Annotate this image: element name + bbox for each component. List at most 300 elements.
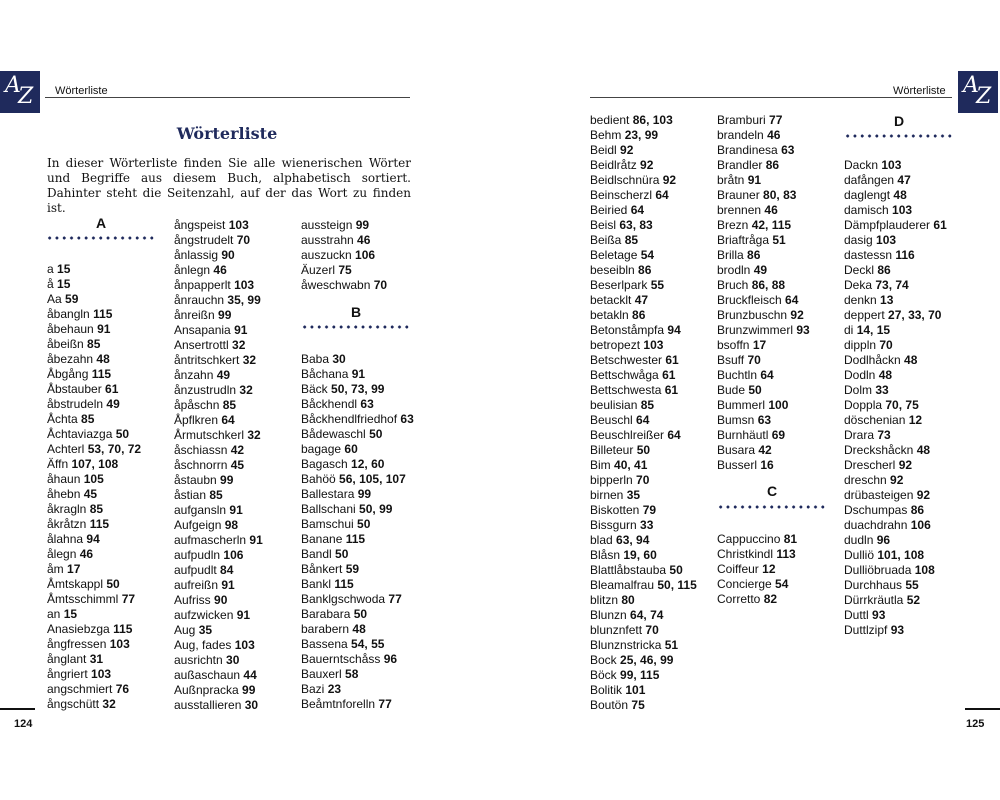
word-text: å: [47, 277, 54, 291]
word-entry: [47, 337, 141, 352]
word-entry: [174, 503, 263, 518]
word-entry: [174, 398, 263, 413]
word-text: dippln: [844, 338, 877, 352]
az-logo-right: [958, 71, 998, 113]
word-page-ref: 91: [249, 533, 263, 547]
word-page-ref: 73: [877, 428, 891, 442]
word-page-ref: 103: [109, 637, 130, 651]
word-text: damisch: [844, 203, 889, 217]
word-text: deppert: [844, 308, 885, 322]
word-entry: [47, 427, 141, 442]
word-page-ref: 103: [643, 338, 664, 352]
word-text: åstaubn: [174, 473, 217, 487]
word-entry: [590, 533, 697, 548]
word-entry: [717, 443, 810, 458]
word-page-ref: 61: [665, 353, 679, 367]
word-column-3b: [301, 352, 414, 712]
word-page-ref: 84: [220, 563, 234, 577]
word-page-ref: 85: [624, 233, 639, 247]
word-text: Ansapania: [174, 323, 231, 337]
word-entry: [844, 563, 947, 578]
word-entry: [590, 218, 697, 233]
word-entry: [174, 698, 263, 713]
word-entry: [301, 487, 414, 502]
word-entry: [47, 292, 141, 307]
word-entry: [717, 233, 810, 248]
word-text: angschmiert: [47, 682, 113, 696]
word-entry: [717, 547, 797, 562]
word-text: Beserlpark: [590, 278, 648, 292]
word-text: åbehaun: [47, 322, 94, 336]
word-text: aufpudlt: [174, 563, 217, 577]
word-text: Blunzn: [590, 608, 627, 622]
word-entry: [844, 353, 947, 368]
word-page-ref: 17: [752, 338, 767, 352]
word-page-ref: 16: [760, 458, 774, 472]
word-text: betropezt: [590, 338, 641, 352]
word-entry: [301, 233, 387, 248]
word-page-ref: 85: [87, 337, 101, 351]
word-text: bipperln: [590, 473, 633, 487]
word-page-ref: 64: [636, 413, 650, 427]
word-text: Ansertrottl: [174, 338, 229, 352]
word-text: döschenian: [844, 413, 906, 427]
word-page-ref: 70: [373, 278, 388, 292]
word-text: Bleamalfrau: [590, 578, 655, 592]
word-text: Beidlråtz: [590, 158, 637, 172]
word-entry: [301, 427, 414, 442]
word-text: daglengt: [844, 188, 891, 202]
word-page-ref: 64: [655, 188, 669, 202]
word-page-ref: 32: [102, 697, 116, 711]
word-entry: [717, 188, 810, 203]
word-entry: [844, 158, 947, 173]
word-text: Beletage: [590, 248, 638, 262]
word-page-ref: 70: [636, 473, 650, 487]
word-entry: [301, 248, 387, 263]
word-page-ref: 86: [765, 158, 780, 172]
word-page-ref: 91: [351, 367, 366, 381]
word-page-ref: 32: [242, 353, 257, 367]
word-entry: [47, 667, 141, 682]
word-page-ref: 63, 94: [616, 533, 650, 547]
word-text: Bauxerl: [301, 667, 342, 681]
word-text: ålahna: [47, 532, 84, 546]
word-page-ref: 93: [890, 623, 905, 637]
word-page-ref: 92: [662, 173, 677, 187]
word-text: ausrichtn: [174, 653, 223, 667]
word-text: aufpudln: [174, 548, 221, 562]
word-text: Duttl: [844, 608, 869, 622]
word-text: åpåschn: [174, 398, 220, 412]
word-text: Aufriss: [174, 593, 211, 607]
word-text: Bettschwesta: [590, 383, 662, 397]
word-entry: [717, 398, 810, 413]
word-entry: [301, 457, 414, 472]
word-page-ref: 63: [360, 397, 374, 411]
word-entry: [717, 413, 810, 428]
word-page-ref: 27, 33, 70: [888, 308, 942, 322]
footer-rule-left: [0, 708, 35, 710]
word-page-ref: 32: [232, 338, 246, 352]
word-page-ref: 59: [345, 562, 360, 576]
word-entry: [174, 578, 263, 593]
word-page-ref: 107, 108: [71, 457, 119, 471]
word-text: åschiassn: [174, 443, 228, 457]
word-text: Äuzerl: [301, 263, 336, 277]
word-page-ref: 92: [916, 488, 931, 502]
word-entry: [590, 158, 697, 173]
word-page-ref: 31: [89, 652, 104, 666]
word-page-ref: 50: [636, 443, 651, 457]
word-text: Bånkert: [301, 562, 343, 576]
word-page-ref: 61: [105, 382, 119, 396]
word-entry: [301, 263, 387, 278]
word-entry: [844, 518, 947, 533]
word-page-ref: 103: [234, 638, 255, 652]
word-page-ref: 35: [626, 488, 641, 502]
word-entry: [590, 278, 697, 293]
word-text: Åbgång: [47, 367, 89, 381]
word-text: dasig: [844, 233, 873, 247]
word-entry: [301, 607, 414, 622]
word-page-ref: 86: [747, 248, 761, 262]
word-text: aufgansln: [174, 503, 227, 517]
word-page-ref: 86: [638, 263, 652, 277]
word-text: åbeißn: [47, 337, 84, 351]
word-entry: [717, 158, 810, 173]
word-entry: [717, 203, 810, 218]
word-page-ref: 33: [875, 383, 889, 397]
intro-paragraph: In dieser Wörterliste finden Sie alle wienerischen Wörter und Begriffe aus diesem Buch, alphabetisch sortiert. Dahinter steht die Seitenzahl, auf der das Wort zu finden ist.: [47, 156, 411, 215]
letter-heading-d: D: [893, 113, 905, 129]
word-text: ångriert: [47, 667, 88, 681]
word-page-ref: 77: [769, 113, 783, 127]
word-page-ref: 55: [905, 578, 919, 592]
word-page-ref: 75: [631, 698, 645, 712]
word-entry: [47, 442, 141, 457]
word-page-ref: 77: [388, 592, 402, 606]
word-page-ref: 48: [878, 368, 893, 382]
word-entry: [590, 248, 697, 263]
word-text: Beinscherzl: [590, 188, 653, 202]
word-text: Bsuff: [717, 353, 745, 367]
word-text: Duttlzipf: [844, 623, 888, 637]
word-page-ref: 12, 60: [351, 457, 385, 471]
word-text: åbangln: [47, 307, 90, 321]
word-page-ref: 46: [213, 263, 227, 277]
logo-letter-z: Z: [976, 84, 992, 109]
word-page-ref: 105: [83, 472, 104, 486]
word-text: aussteign: [301, 218, 353, 232]
word-page-ref: 50: [369, 427, 383, 441]
word-text: ålegn: [47, 547, 77, 561]
word-entry: [301, 412, 414, 427]
word-text: Bumsn: [717, 413, 755, 427]
word-text: Blunznstricka: [590, 638, 662, 652]
word-text: blad: [590, 533, 613, 547]
word-page-ref: 99, 115: [620, 668, 660, 682]
word-entry: [590, 698, 697, 713]
word-page-ref: 70, 75: [885, 398, 919, 412]
word-page-ref: 106: [910, 518, 931, 532]
word-page-ref: 99: [220, 473, 234, 487]
word-page-ref: 85: [89, 502, 104, 516]
word-page-ref: 53, 70, 72: [87, 442, 142, 456]
word-page-ref: 94: [667, 323, 681, 337]
word-text: Betschwester: [590, 353, 663, 367]
word-entry: [47, 277, 141, 292]
word-entry: [301, 517, 414, 532]
word-page-ref: 116: [895, 248, 915, 262]
word-page-ref: 32: [247, 428, 261, 442]
word-page-ref: 76: [115, 682, 130, 696]
word-page-ref: 108: [914, 563, 935, 577]
word-column-5a: [717, 113, 810, 473]
word-column-6: [844, 158, 947, 638]
word-entry: [590, 443, 697, 458]
word-entry: [717, 263, 810, 278]
letter-divider-b: [301, 325, 411, 329]
word-entry: [590, 653, 697, 668]
word-entry: [844, 338, 947, 353]
word-page-ref: 91: [97, 322, 111, 336]
word-entry: [47, 682, 141, 697]
word-entry: [717, 532, 797, 547]
header-rule-right: [590, 97, 952, 98]
word-page-ref: 15: [63, 607, 78, 621]
word-entry: [47, 382, 141, 397]
word-entry: [174, 308, 263, 323]
word-text: blitzn: [590, 593, 619, 607]
word-entry: [717, 368, 810, 383]
word-text: Boutön: [590, 698, 629, 712]
word-text: an: [47, 607, 61, 621]
word-entry: [301, 562, 414, 577]
word-page-ref: 92: [640, 158, 654, 172]
word-entry: [174, 218, 263, 233]
word-text: Bahöö: [301, 472, 336, 486]
word-entry: [301, 218, 387, 233]
word-entry: [174, 428, 263, 443]
word-page-ref: 92: [790, 308, 804, 322]
word-page-ref: 33: [640, 518, 654, 532]
word-entry: [844, 248, 947, 263]
word-page-ref: 17: [67, 562, 81, 576]
word-text: barabern: [301, 622, 350, 636]
word-page-ref: 73, 74: [875, 278, 909, 292]
word-page-ref: 12: [908, 413, 923, 427]
word-page-ref: 99: [242, 683, 256, 697]
word-text: ånlassig: [174, 248, 219, 262]
word-text: ånrauchn: [174, 293, 225, 307]
word-page-ref: 61: [662, 368, 676, 382]
word-entry: [844, 368, 947, 383]
word-entry: [844, 413, 947, 428]
word-text: Banklgschwoda: [301, 592, 386, 606]
word-entry: [844, 458, 947, 473]
word-page-ref: 77: [121, 592, 136, 606]
word-entry: [590, 263, 697, 278]
word-page-ref: 13: [880, 293, 894, 307]
word-page-ref: 25, 46, 99: [620, 653, 674, 667]
word-text: Dodlhåckn: [844, 353, 901, 367]
logo-letter-a: A: [5, 73, 21, 98]
letter-divider-d: [844, 134, 954, 138]
word-text: åbstrudeln: [47, 397, 104, 411]
word-entry: [174, 323, 263, 338]
running-header-left: Wörterliste: [55, 85, 108, 97]
logo-letter-a: A: [963, 73, 979, 98]
word-entry: [301, 352, 414, 367]
word-entry: [174, 278, 263, 293]
word-text: Beuschlreißer: [590, 428, 665, 442]
word-text: Bazi: [301, 682, 325, 696]
word-page-ref: 46: [767, 128, 781, 142]
word-entry: [174, 563, 263, 578]
word-page-ref: 51: [664, 638, 679, 652]
word-column-1: [47, 262, 141, 712]
word-page-ref: 58: [345, 667, 359, 681]
word-entry: [844, 578, 947, 593]
word-text: brennen: [717, 203, 762, 217]
word-page-ref: 23: [327, 682, 342, 696]
word-entry: [301, 367, 414, 382]
word-text: drübasteigen: [844, 488, 914, 502]
word-text: Åchtaviazga: [47, 427, 113, 441]
word-page-ref: 30: [226, 653, 240, 667]
letter-divider-c: [717, 505, 827, 509]
word-entry: [301, 682, 414, 697]
word-text: Ballestara: [301, 487, 355, 501]
word-text: Bandl: [301, 547, 332, 561]
word-page-ref: 92: [898, 458, 913, 472]
word-text: dastessn: [844, 248, 893, 262]
word-page-ref: 115: [113, 622, 133, 636]
word-text: auszuckn: [301, 248, 352, 262]
word-text: Brunzbuschn: [717, 308, 788, 322]
word-page-ref: 48: [352, 622, 366, 636]
word-page-ref: 54, 55: [351, 637, 385, 651]
word-text: duachdrahn: [844, 518, 908, 532]
word-entry: [590, 638, 697, 653]
word-page-ref: 46: [357, 233, 371, 247]
word-entry: [174, 338, 263, 353]
word-page-ref: 86, 88: [751, 278, 786, 292]
word-text: Außnpracka: [174, 683, 239, 697]
word-entry: [590, 173, 697, 188]
word-entry: [590, 458, 697, 473]
word-page-ref: 64, 74: [630, 608, 664, 622]
word-page-ref: 63: [757, 413, 772, 427]
word-text: ausstrahn: [301, 233, 354, 247]
word-text: åhaun: [47, 472, 81, 486]
word-page-ref: 50: [353, 607, 368, 621]
word-page-ref: 99: [357, 487, 372, 501]
word-page-ref: 50: [115, 427, 130, 441]
word-entry: [174, 473, 263, 488]
word-text: ausstallieren: [174, 698, 242, 712]
word-text: Bummerl: [717, 398, 766, 412]
word-text: birnen: [590, 488, 624, 502]
word-entry: [717, 338, 810, 353]
word-page-ref: 103: [876, 233, 897, 247]
word-entry: [47, 502, 141, 517]
word-entry: [844, 233, 947, 248]
word-entry: [717, 323, 810, 338]
word-entry: [844, 548, 947, 563]
word-entry: [590, 668, 697, 683]
word-page-ref: 106: [355, 248, 376, 262]
word-page-ref: 63: [781, 143, 795, 157]
word-text: Drescherl: [844, 458, 896, 472]
word-entry: [717, 278, 810, 293]
running-header-right: Wörterliste: [893, 85, 946, 97]
word-entry: [174, 368, 263, 383]
word-text: Aa: [47, 292, 62, 306]
word-page-ref: 81: [783, 532, 798, 546]
word-page-ref: 113: [776, 547, 796, 561]
word-page-ref: 50, 115: [657, 578, 697, 592]
word-entry: [844, 218, 947, 233]
word-page-ref: 50: [106, 577, 120, 591]
word-text: außaschaun: [174, 668, 241, 682]
word-page-ref: 103: [234, 278, 255, 292]
word-entry: [844, 173, 947, 188]
word-text: di: [844, 323, 854, 337]
word-entry: [301, 382, 414, 397]
word-entry: [47, 307, 141, 322]
word-page-ref: 64: [630, 203, 645, 217]
word-page-ref: 79: [642, 503, 657, 517]
word-text: Bamschui: [301, 517, 354, 531]
word-entry: [47, 532, 141, 547]
word-text: Åbstauber: [47, 382, 102, 396]
word-entry: [47, 652, 141, 667]
word-text: Barabara: [301, 607, 351, 621]
word-text: Bruch: [717, 278, 749, 292]
word-text: betakln: [590, 308, 629, 322]
word-page-ref: 47: [634, 293, 649, 307]
word-page-ref: 49: [216, 368, 231, 382]
word-text: Dürrkräutla: [844, 593, 904, 607]
word-page-ref: 49: [753, 263, 768, 277]
word-page-ref: 51: [772, 233, 786, 247]
word-text: Äffn: [47, 457, 69, 471]
word-page-ref: 15: [57, 262, 71, 276]
word-page-ref: 52: [906, 593, 921, 607]
word-page-ref: 50: [748, 383, 762, 397]
word-page-ref: 61: [933, 218, 947, 232]
word-entry: [301, 697, 414, 712]
word-entry: [590, 683, 697, 698]
az-logo-left: [0, 71, 40, 113]
word-page-ref: 42: [758, 443, 772, 457]
word-entry: [174, 518, 263, 533]
word-text: Brunzwimmerl: [717, 323, 794, 337]
word-entry: [717, 248, 810, 263]
word-entry: [174, 638, 263, 653]
word-entry: [590, 563, 697, 578]
word-entry: [844, 533, 947, 548]
word-text: blunznfett: [590, 623, 643, 637]
word-entry: [301, 652, 414, 667]
word-entry: [844, 308, 947, 323]
word-page-ref: 115: [91, 367, 112, 381]
word-page-ref: 92: [890, 473, 904, 487]
word-text: Åpflkren: [174, 413, 219, 427]
word-entry: [301, 622, 414, 637]
